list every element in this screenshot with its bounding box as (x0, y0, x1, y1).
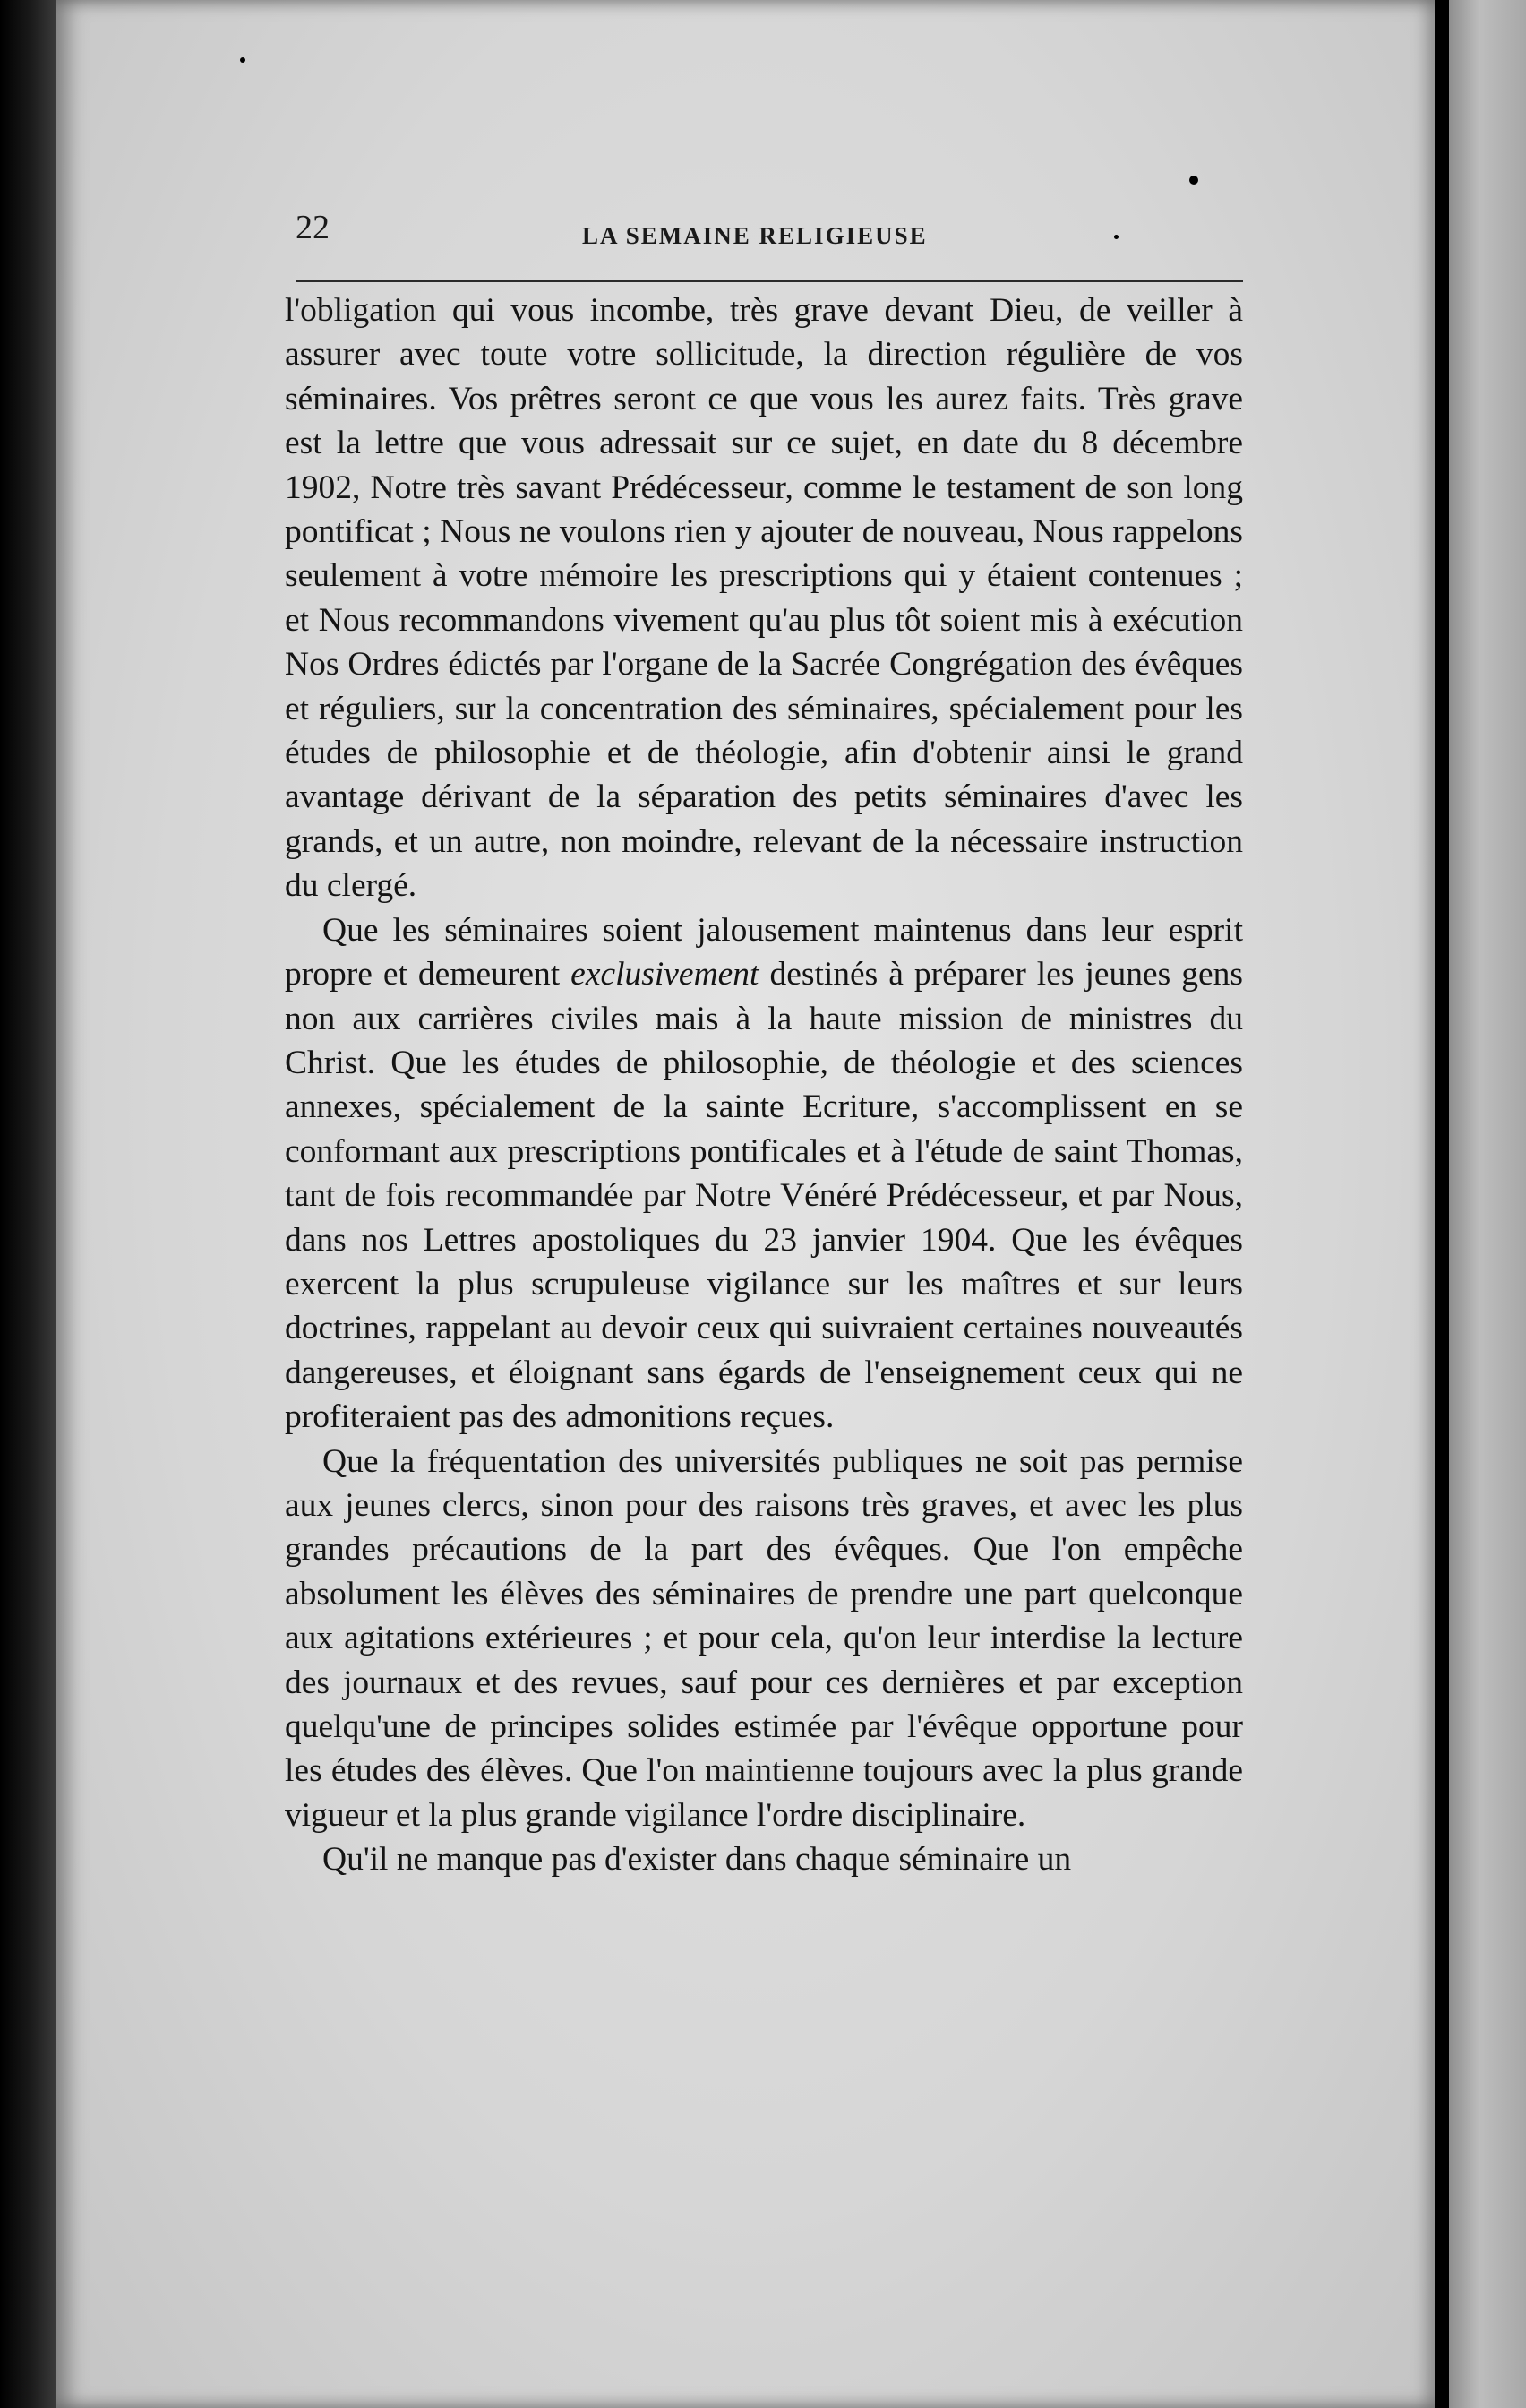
running-head: LA SEMAINE RELIGIEUSE (582, 222, 928, 249)
scan-speck (1114, 235, 1119, 239)
scan-speck (1189, 176, 1198, 185)
paragraph-2-text-end: destinés à préparer les jeunes gens non aux carrières civiles mais à la haute mission de ministres du Christ. Que les études de philosophie, de théologie et des sciences annexes, spécialement de la sainte Ecriture, s'accomplissent en se conformant aux prescriptions pontificales et à l'étude de saint Thomas, tant de fois recommandée par Notre Vénéré Prédécesseur, et par Nous, dans nos Lettres apostoliques du 23 janvier 1904. Que les évêques exercent la plus scrupuleuse vigilance sur les maîtres et sur leurs doctrines, rappelant au devoir ceux qui suivraient certaines nouveautés dangereuses, et éloignant sans égards de l'enseignement ceux qui ne profiteraient pas des admonitions reçues. (285, 956, 1243, 1436)
left-binding-edge (0, 0, 56, 2408)
scan-speck (240, 57, 245, 63)
page-header (296, 208, 1245, 280)
paragraph-2-text-start: Que les séminaires soient jalousement maintenus dans leur esprit propre et demeurent (285, 911, 1243, 993)
paragraph-4-text: Qu'il ne manque pas d'exister dans chaque séminaire un (322, 1841, 1072, 1879)
body-text (285, 288, 1243, 1882)
paragraph-4 (285, 1837, 1243, 1881)
adjacent-page-edge (1449, 0, 1526, 2408)
paragraph-3-text: Que la fréquentation des universités publiques ne soit pas permise aux jeunes clercs, sinon pour des raisons très graves, et avec les plus grandes précautions de la part des évêques. Que l'on empêche absolument les élèves des séminaires de prendre une part quelconque aux agitations extérieures ; et pour cela, qu'on leur interdise la lecture des journaux et des revues, sauf pour ces dernières et par exception quelqu'une de principes solides estimée par l'évêque opportune pour les études des élèves. Que l'on maintienne toujours avec la plus grande vigueur et la plus grande vigilance l'ordre disciplinaire. (285, 1442, 1243, 1834)
paragraph-1 (285, 288, 1243, 908)
page-number: 22 (296, 209, 330, 246)
paragraph-1-text: l'obligation qui vous incombe, très grave devant Dieu, de veiller à assurer avec toute votre sollicitude, la direction régulière de vos séminaires. Vos prêtres seront ce que vous les aurez faits. Très grave est la lettre que vous adressait sur ce sujet, en date du 8 décembre 1902, Notre très savant Prédécesseur, comme le testament de son long pontificat ; Nous ne voulons rien y ajouter de nouveau, Nous rappelons seulement à votre mémoire les prescriptions qui y étaient contenues ; et Nous recommandons vivement qu'au plus tôt soient mis à exécution Nos Ordres édictés par l'organe de la Sacrée Congrégation des évêques et réguliers, sur la concentration des séminaires, spécialement pour les études de philosophie et de théologie, afin d'obtenir ainsi le grand avantage dérivant de la séparation des petits séminaires d'avec les grands, et un autre, non moindre, relevant de la nécessaire instruction du clergé. (285, 292, 1243, 905)
header-rule (296, 280, 1243, 282)
emphasis-exclusivement: exclusivement (570, 956, 759, 993)
paragraph-3 (285, 1440, 1243, 1838)
paragraph-2 (285, 908, 1243, 1440)
page-gutter (1435, 0, 1449, 2408)
